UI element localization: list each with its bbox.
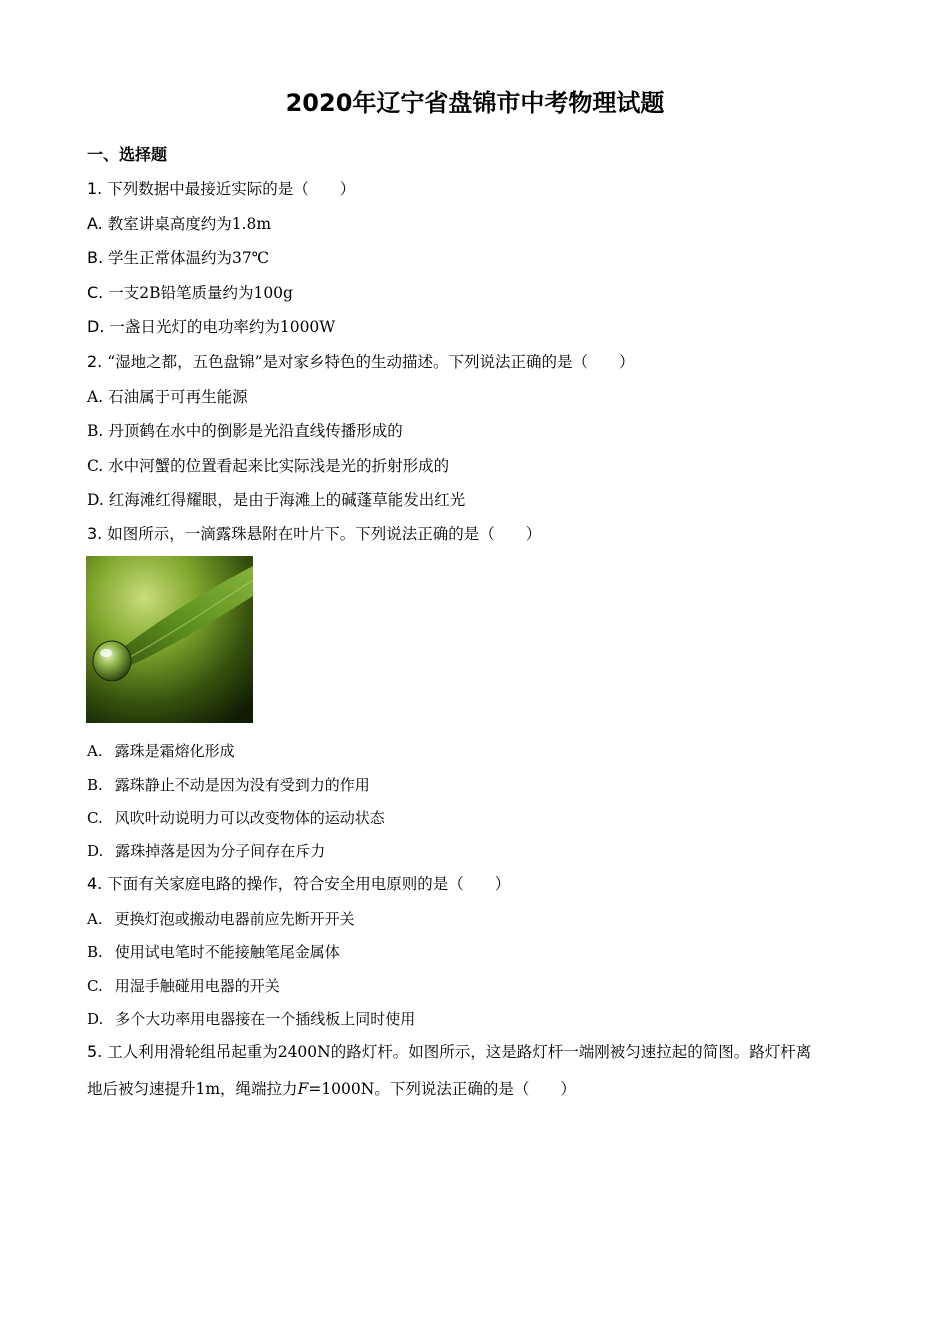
question-text: 工人利用滑轮组吊起重为2400N的路灯杆。如图所示，这是路灯杆一端刚被匀速拉起的简图。路灯杆离 (107, 1043, 812, 1061)
option-text: 使用试电笔时不能接触笔尾金属体 (114, 943, 340, 961)
option-text: 用湿手触碰用电器的开关 (114, 977, 280, 995)
question-1-option-d (87, 315, 877, 339)
option-label: C. (87, 977, 103, 995)
question-4-option-b (87, 940, 877, 964)
option-text: 教室讲桌高度约为1.8m (107, 215, 272, 233)
section-heading: 一、选择题 (87, 145, 168, 164)
option-text: 学生正常体温约为37℃ (108, 249, 270, 267)
option-label: A. (87, 742, 103, 760)
question-1-option-b (87, 246, 877, 270)
option-label: D. (87, 1010, 104, 1028)
dewdrop-leaf-image (86, 556, 253, 723)
option-text: 水中河蟹的位置看起来比实际浅是光的折射形成的 (108, 457, 450, 475)
option-text: 露珠静止不动是因为没有受到力的作用 (114, 776, 370, 794)
option-label: A. (87, 388, 104, 406)
option-label: B. (87, 943, 103, 961)
question-2-option-a (87, 385, 877, 409)
question-2-option-b (87, 419, 877, 443)
page-title: 2020年辽宁省盘锦市中考物理试题 (285, 89, 665, 117)
question-5-stem-line-2 (87, 1077, 877, 1101)
question-3-option-b (87, 773, 877, 797)
option-label: D. (87, 842, 104, 860)
option-text: 更换灯泡或搬动电器前应先断开开关 (114, 910, 355, 928)
question-4-option-c (87, 974, 877, 998)
question-3-stem (87, 522, 877, 546)
option-text: 风吹叶动说明力可以改变物体的运动状态 (114, 809, 385, 827)
question-text: 地后被匀速提升1m，绳端拉力 (87, 1080, 298, 1098)
question-number: 2. (87, 352, 103, 371)
option-label: C. (87, 457, 104, 475)
question-text: 下面有关家庭电路的操作，符合安全用电原则的是（ ） (107, 875, 511, 893)
option-text: 一支2B铅笔质量约为100g (108, 284, 293, 302)
question-5-stem-line-1 (87, 1040, 877, 1064)
option-text: 丹顶鹤在水中的倒影是光沿直线传播形成的 (108, 422, 403, 440)
question-4-option-a (87, 907, 877, 931)
question-3-option-a (87, 739, 877, 763)
question-text: “湿地之都，五色盘锦”是对家乡特色的生动描述。下列说法正确的是（ ） (107, 353, 635, 371)
question-3-option-d (87, 839, 877, 863)
question-2-stem (87, 350, 877, 374)
option-label: D. (87, 491, 104, 509)
question-text: =1000N。下列说法正确的是（ ） (308, 1080, 576, 1098)
option-text: 石油属于可再生能源 (108, 388, 248, 406)
question-text: 如图所示，一滴露珠悬附在叶片下。下列说法正确的是（ ） (107, 525, 542, 543)
option-label: C. (87, 283, 104, 302)
option-label: B. (87, 248, 104, 267)
option-text: 一盏日光灯的电功率约为1000W (109, 318, 336, 336)
option-text: 红海滩红得耀眼，是由于海滩上的碱蓬草能发出红光 (108, 491, 466, 509)
question-1-option-c (87, 281, 877, 305)
option-label: C. (87, 809, 103, 827)
option-label: D. (87, 317, 105, 336)
option-text: 露珠是霜熔化形成 (114, 742, 235, 760)
option-text: 多个大功率用电器接在一个插线板上同时使用 (115, 1010, 416, 1028)
question-4-stem (87, 872, 877, 896)
question-number: 5. (87, 1042, 103, 1061)
question-2-option-c (87, 454, 877, 478)
option-label: A. (87, 214, 103, 233)
question-text: 下列数据中最接近实际的是（ ） (107, 180, 356, 198)
question-2-option-d (87, 488, 877, 512)
question-1-option-a (87, 212, 877, 236)
option-label: B. (87, 422, 104, 440)
question-number: 3. (87, 524, 103, 543)
question-number: 1. (87, 179, 103, 198)
option-text: 露珠掉落是因为分子间存在斥力 (115, 842, 326, 860)
question-number: 4. (87, 874, 103, 893)
option-label: A. (87, 910, 103, 928)
question-1-stem (87, 177, 877, 201)
question-3-option-c (87, 806, 877, 830)
force-variable: F (297, 1080, 309, 1098)
option-label: B. (87, 776, 103, 794)
question-4-option-d (87, 1007, 877, 1031)
